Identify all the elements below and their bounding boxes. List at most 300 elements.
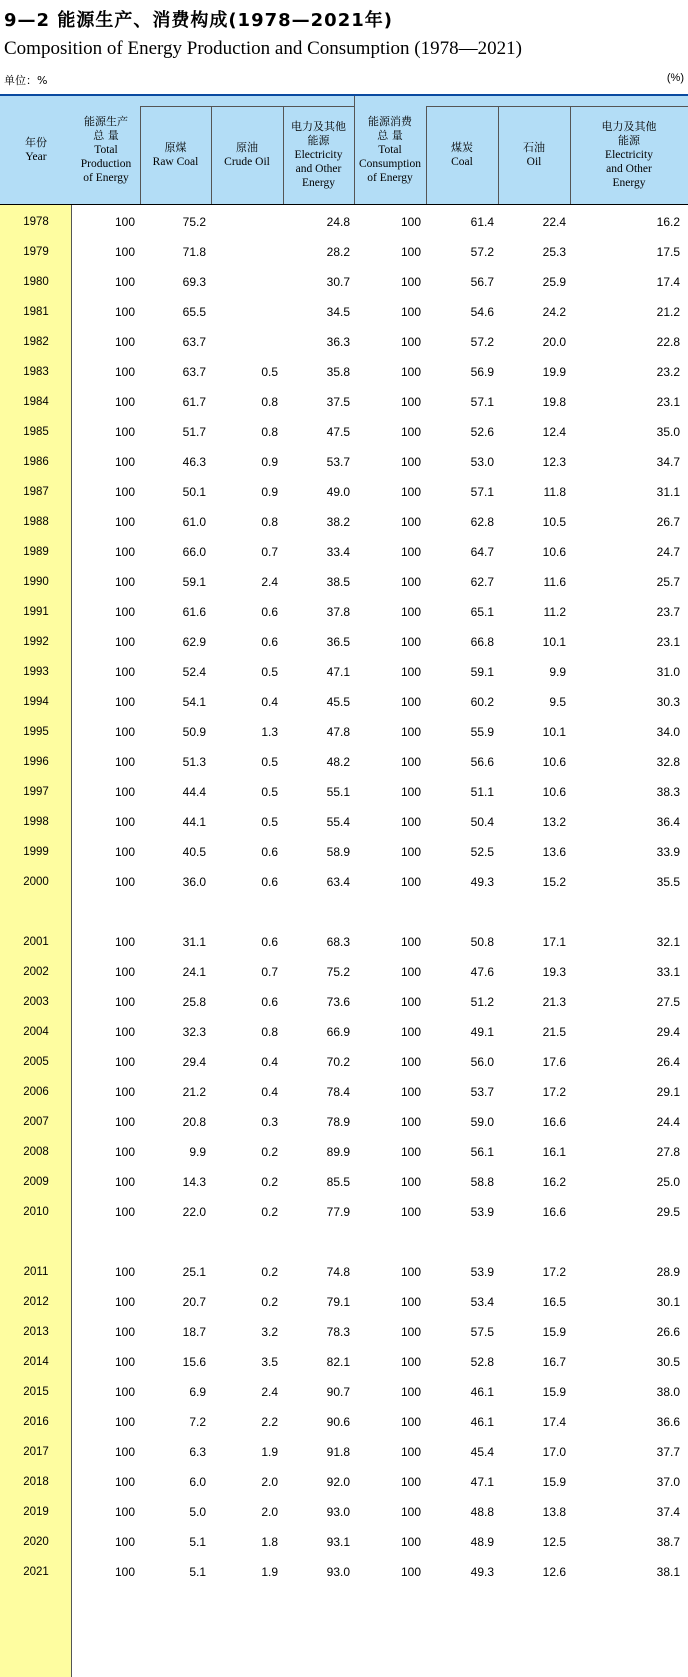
value-cell: 9.9 [189, 1145, 206, 1159]
value-cell: 35.8 [326, 365, 350, 379]
header-consumption-total [354, 96, 426, 204]
year-cell: 1988 [23, 516, 49, 528]
value-cell: 1.9 [261, 1445, 278, 1459]
value-cell: 100 [114, 1385, 135, 1399]
year-cell: 1979 [23, 246, 49, 258]
table-row [0, 1556, 688, 1588]
value-cell: 33.1 [656, 965, 680, 979]
value-cell: 28.9 [656, 1265, 680, 1279]
value-cell: 100 [400, 665, 421, 679]
year-cell: 1989 [23, 546, 49, 558]
value-cell: 52.6 [470, 425, 494, 439]
value-cell: 13.8 [542, 1505, 566, 1519]
value-cell: 13.6 [542, 845, 566, 859]
value-cell: 48.2 [326, 755, 350, 769]
table-row [0, 566, 688, 598]
year-cell: 1983 [23, 366, 49, 378]
value-cell: 0.5 [261, 785, 278, 799]
value-cell: 19.9 [542, 365, 566, 379]
value-cell: 100 [400, 545, 421, 559]
table-row [0, 686, 688, 718]
value-cell: 28.2 [326, 245, 350, 259]
value-cell: 46.3 [182, 455, 206, 469]
header-label: Total [378, 144, 402, 156]
value-cell: 85.5 [326, 1175, 350, 1189]
value-cell: 100 [114, 1175, 135, 1189]
value-cell: 36.6 [656, 1415, 680, 1429]
table-row [0, 296, 688, 328]
value-cell: 0.8 [261, 395, 278, 409]
value-cell: 56.6 [470, 755, 494, 769]
value-cell: 17.2 [542, 1265, 566, 1279]
table-row [0, 236, 688, 268]
value-cell: 6.3 [189, 1445, 206, 1459]
header-label: Electricity [294, 149, 343, 161]
value-cell: 100 [114, 695, 135, 709]
header-production-other [283, 106, 354, 204]
value-cell: 9.5 [549, 695, 566, 709]
value-cell: 20.8 [182, 1115, 206, 1129]
value-cell: 29.5 [656, 1205, 680, 1219]
table-row [0, 1016, 688, 1048]
table-row [0, 866, 688, 898]
value-cell: 47.5 [326, 425, 350, 439]
value-cell [218, 326, 278, 358]
value-cell: 58.8 [470, 1175, 494, 1189]
year-cell: 2011 [23, 1266, 49, 1278]
value-cell: 6.9 [189, 1385, 206, 1399]
value-cell: 100 [114, 1445, 135, 1459]
value-cell: 100 [114, 515, 135, 529]
value-cell: 100 [114, 1145, 135, 1159]
value-cell: 100 [114, 215, 135, 229]
value-cell: 24.4 [656, 1115, 680, 1129]
header-label: 原煤 [164, 141, 187, 154]
year-cell: 2001 [23, 936, 49, 948]
value-cell: 93.1 [326, 1535, 350, 1549]
table-row [0, 1196, 688, 1228]
value-cell: 17.5 [656, 245, 680, 259]
value-cell: 45.4 [470, 1445, 494, 1459]
value-cell: 22.0 [182, 1205, 206, 1219]
value-cell: 59.1 [182, 575, 206, 589]
value-cell: 77.9 [326, 1205, 350, 1219]
value-cell: 24.7 [656, 545, 680, 559]
value-cell: 0.5 [261, 665, 278, 679]
header-year-en: Year [25, 151, 47, 163]
value-cell: 57.1 [470, 395, 494, 409]
table-row [0, 596, 688, 628]
header-label: Coal [451, 156, 473, 168]
value-cell: 36.0 [182, 875, 206, 889]
header-label: 能源 [307, 134, 330, 147]
value-cell: 100 [114, 605, 135, 619]
value-cell: 100 [400, 725, 421, 739]
value-cell: 53.4 [470, 1295, 494, 1309]
value-cell: 31.1 [656, 485, 680, 499]
value-cell: 70.2 [326, 1055, 350, 1069]
header-label: and Other [606, 163, 652, 175]
value-cell: 0.6 [261, 935, 278, 949]
header-consumption-oil [498, 106, 570, 204]
header-label: Production [80, 158, 132, 170]
value-cell: 100 [400, 215, 421, 229]
value-cell: 75.2 [326, 965, 350, 979]
header-label: 能源消费 [368, 115, 412, 128]
value-cell: 17.6 [542, 1055, 566, 1069]
value-cell: 10.1 [542, 635, 566, 649]
value-cell: 82.1 [326, 1355, 350, 1369]
value-cell: 50.9 [182, 725, 206, 739]
value-cell: 2.2 [261, 1415, 278, 1429]
value-cell: 29.4 [656, 1025, 680, 1039]
value-cell: 5.1 [189, 1535, 206, 1549]
value-cell: 24.2 [542, 305, 566, 319]
value-cell: 2.4 [261, 1385, 278, 1399]
table-row [0, 536, 688, 568]
value-cell: 26.7 [656, 515, 680, 529]
value-cell: 19.8 [542, 395, 566, 409]
value-cell: 25.0 [656, 1175, 680, 1189]
year-cell: 1978 [23, 216, 49, 228]
value-cell: 37.5 [326, 395, 350, 409]
table-row [0, 716, 688, 748]
value-cell: 50.1 [182, 485, 206, 499]
value-cell: 0.6 [261, 995, 278, 1009]
value-cell: 49.0 [326, 485, 350, 499]
value-cell: 34.7 [656, 455, 680, 469]
value-cell: 16.5 [542, 1295, 566, 1309]
table-row [0, 1466, 688, 1498]
value-cell: 7.2 [189, 1415, 206, 1429]
value-cell: 23.1 [656, 395, 680, 409]
value-cell: 21.5 [542, 1025, 566, 1039]
value-cell: 17.2 [542, 1085, 566, 1099]
header-label: of Energy [83, 172, 129, 184]
value-cell: 100 [114, 755, 135, 769]
header-label: Energy [301, 177, 335, 189]
header-production-oil [211, 106, 283, 204]
table-row [0, 806, 688, 838]
value-cell: 78.3 [326, 1325, 350, 1339]
value-cell: 100 [400, 1385, 421, 1399]
value-cell: 100 [114, 425, 135, 439]
value-cell: 68.3 [326, 935, 350, 949]
value-cell: 63.7 [182, 365, 206, 379]
table-row [0, 1346, 688, 1378]
value-cell: 26.6 [656, 1325, 680, 1339]
year-cell: 1985 [23, 426, 49, 438]
value-cell: 25.7 [656, 575, 680, 589]
value-cell: 11.2 [543, 605, 566, 619]
value-cell: 38.1 [656, 1565, 680, 1579]
value-cell: 2.0 [261, 1475, 278, 1489]
value-cell: 100 [400, 845, 421, 859]
value-cell: 100 [400, 1085, 421, 1099]
value-cell: 100 [400, 965, 421, 979]
value-cell: 38.7 [656, 1535, 680, 1549]
value-cell: 46.1 [470, 1385, 494, 1399]
value-cell: 100 [400, 755, 421, 769]
value-cell: 55.9 [470, 725, 494, 739]
value-cell: 100 [114, 665, 135, 679]
value-cell: 53.7 [470, 1085, 494, 1099]
value-cell: 100 [114, 365, 135, 379]
header-production-coal [140, 106, 211, 204]
header-label: 总 量 [93, 129, 119, 142]
value-cell: 51.2 [470, 995, 494, 1009]
value-cell [218, 236, 278, 268]
value-cell: 0.8 [261, 1025, 278, 1039]
value-cell: 100 [114, 1055, 135, 1069]
value-cell: 0.6 [261, 635, 278, 649]
year-cell: 2016 [23, 1416, 49, 1428]
value-cell: 49.1 [470, 1025, 494, 1039]
value-cell: 100 [114, 785, 135, 799]
value-cell: 0.8 [261, 425, 278, 439]
value-cell: 61.7 [182, 395, 206, 409]
value-cell: 53.0 [470, 455, 494, 469]
value-cell: 25.1 [182, 1265, 206, 1279]
year-cell: 2005 [23, 1056, 49, 1068]
value-cell: 47.1 [470, 1475, 494, 1489]
year-cell: 1984 [23, 396, 49, 408]
value-cell: 22.8 [656, 335, 680, 349]
table-row [0, 1316, 688, 1348]
value-cell: 3.5 [261, 1355, 278, 1369]
table-row [0, 956, 688, 988]
value-cell: 17.1 [542, 935, 566, 949]
value-cell: 48.9 [470, 1535, 494, 1549]
value-cell: 64.7 [470, 545, 494, 559]
year-cell: 2015 [23, 1386, 49, 1398]
header-label: 总 量 [377, 129, 403, 142]
value-cell: 100 [400, 1325, 421, 1339]
value-cell: 100 [114, 395, 135, 409]
value-cell: 30.3 [656, 695, 680, 709]
value-cell: 100 [400, 1055, 421, 1069]
value-cell: 53.7 [326, 455, 350, 469]
year-cell: 2014 [23, 1356, 49, 1368]
value-cell: 66.8 [470, 635, 494, 649]
value-cell: 62.7 [470, 575, 494, 589]
value-cell: 11.6 [543, 575, 566, 589]
value-cell: 100 [400, 785, 421, 799]
value-cell: 55.4 [326, 815, 350, 829]
value-cell: 0.5 [261, 755, 278, 769]
value-cell: 58.9 [326, 845, 350, 859]
value-cell: 35.5 [656, 875, 680, 889]
table-row [0, 626, 688, 658]
value-cell: 0.4 [261, 1055, 278, 1069]
value-cell: 19.3 [542, 965, 566, 979]
year-cell: 1987 [23, 486, 49, 498]
value-cell: 56.7 [470, 275, 494, 289]
value-cell: 100 [114, 1505, 135, 1519]
value-cell: 20.0 [542, 335, 566, 349]
value-cell: 34.5 [326, 305, 350, 319]
value-cell: 51.3 [182, 755, 206, 769]
value-cell: 100 [400, 1535, 421, 1549]
header-label: 能源生产 [84, 115, 128, 128]
table-row [0, 356, 688, 388]
value-cell: 5.0 [189, 1505, 206, 1519]
value-cell: 30.1 [656, 1295, 680, 1309]
header-consumption-coal [426, 106, 498, 204]
value-cell: 16.6 [542, 1205, 566, 1219]
value-cell: 100 [114, 1475, 135, 1489]
value-cell: 30.5 [656, 1355, 680, 1369]
value-cell: 54.6 [470, 305, 494, 319]
value-cell: 100 [400, 1505, 421, 1519]
header-label: 电力及其他 [601, 120, 657, 133]
value-cell: 12.6 [542, 1565, 566, 1579]
value-cell: 21.2 [656, 305, 680, 319]
value-cell: 100 [400, 1115, 421, 1129]
value-cell: 0.7 [261, 965, 278, 979]
value-cell: 0.9 [261, 485, 278, 499]
value-cell: 100 [114, 1415, 135, 1429]
value-cell: 29.1 [656, 1085, 680, 1099]
value-cell: 100 [400, 935, 421, 949]
table-row [0, 476, 688, 508]
value-cell: 62.8 [470, 515, 494, 529]
value-cell: 100 [114, 965, 135, 979]
value-cell: 10.5 [542, 515, 566, 529]
value-cell: 17.0 [542, 1445, 566, 1459]
value-cell: 100 [400, 575, 421, 589]
value-cell: 79.1 [326, 1295, 350, 1309]
table-row [0, 776, 688, 808]
header-label: Total [94, 144, 118, 156]
value-cell: 27.5 [656, 995, 680, 1009]
value-cell: 100 [400, 1565, 421, 1579]
value-cell: 0.5 [261, 365, 278, 379]
value-cell: 32.3 [182, 1025, 206, 1039]
value-cell: 59.1 [470, 665, 494, 679]
value-cell: 0.2 [261, 1145, 278, 1159]
value-cell: 1.9 [261, 1565, 278, 1579]
value-cell: 89.9 [326, 1145, 350, 1159]
value-cell: 55.1 [326, 785, 350, 799]
value-cell: 32.8 [656, 755, 680, 769]
value-cell: 12.5 [542, 1535, 566, 1549]
value-cell: 1.3 [261, 725, 278, 739]
value-cell: 5.1 [189, 1565, 206, 1579]
year-cell: 2020 [23, 1536, 49, 1548]
table-row [0, 506, 688, 538]
year-cell: 2003 [23, 996, 49, 1008]
value-cell: 66.9 [326, 1025, 350, 1039]
value-cell: 100 [400, 305, 421, 319]
value-cell: 0.6 [261, 875, 278, 889]
value-cell: 63.7 [182, 335, 206, 349]
year-cell: 2018 [23, 1476, 49, 1488]
value-cell: 10.6 [542, 755, 566, 769]
value-cell: 52.8 [470, 1355, 494, 1369]
year-cell: 1994 [23, 696, 49, 708]
value-cell: 10.1 [542, 725, 566, 739]
value-cell: 100 [400, 335, 421, 349]
value-cell: 100 [400, 1355, 421, 1369]
value-cell: 24.8 [326, 215, 350, 229]
value-cell: 75.2 [182, 215, 206, 229]
value-cell: 49.3 [470, 875, 494, 889]
table-row [0, 1076, 688, 1108]
value-cell: 100 [400, 455, 421, 469]
year-cell: 2021 [23, 1566, 49, 1578]
value-cell: 38.0 [656, 1385, 680, 1399]
year-cell: 2009 [23, 1176, 49, 1188]
value-cell: 56.1 [470, 1145, 494, 1159]
value-cell: 60.2 [470, 695, 494, 709]
value-cell: 0.2 [261, 1175, 278, 1189]
year-cell: 1992 [23, 636, 49, 648]
value-cell: 100 [114, 635, 135, 649]
value-cell: 50.4 [470, 815, 494, 829]
value-cell: 22.4 [542, 215, 566, 229]
value-cell: 23.1 [656, 635, 680, 649]
value-cell: 49.3 [470, 1565, 494, 1579]
value-cell: 29.4 [182, 1055, 206, 1069]
value-cell: 53.9 [470, 1205, 494, 1219]
value-cell: 100 [400, 875, 421, 889]
value-cell: 6.0 [189, 1475, 206, 1489]
value-cell: 50.8 [470, 935, 494, 949]
header-label: Electricity [605, 149, 653, 161]
value-cell: 37.4 [656, 1505, 680, 1519]
value-cell: 21.2 [182, 1085, 206, 1099]
value-cell: 100 [400, 1265, 421, 1279]
value-cell: 100 [400, 515, 421, 529]
year-cell: 1996 [23, 756, 49, 768]
value-cell: 17.4 [656, 275, 680, 289]
value-cell: 100 [400, 995, 421, 1009]
value-cell: 16.6 [542, 1115, 566, 1129]
value-cell: 20.7 [182, 1295, 206, 1309]
value-cell: 100 [114, 815, 135, 829]
table-row [0, 746, 688, 778]
value-cell: 23.7 [656, 605, 680, 619]
value-cell: 100 [400, 395, 421, 409]
year-cell: 1991 [23, 606, 49, 618]
title-en: Composition of Energy Production and Consumption (1978—2021) [4, 38, 522, 59]
value-cell: 100 [400, 1445, 421, 1459]
table-row [0, 1046, 688, 1078]
table-row [0, 386, 688, 418]
value-cell: 15.9 [542, 1475, 566, 1489]
value-cell: 53.9 [470, 1265, 494, 1279]
table-row [0, 836, 688, 868]
value-cell: 100 [114, 545, 135, 559]
year-cell: 1990 [23, 576, 49, 588]
value-cell: 21.3 [542, 995, 566, 1009]
value-cell: 61.4 [470, 215, 494, 229]
value-cell: 2.4 [261, 575, 278, 589]
value-cell: 100 [400, 1205, 421, 1219]
value-cell: 78.4 [326, 1085, 350, 1099]
value-cell: 51.1 [470, 785, 494, 799]
value-cell: 3.2 [261, 1325, 278, 1339]
value-cell: 100 [114, 725, 135, 739]
value-cell: 100 [400, 635, 421, 649]
header-label: Raw Coal [152, 156, 199, 168]
value-cell: 0.9 [261, 455, 278, 469]
value-cell: 11.8 [543, 485, 566, 499]
header-year [0, 96, 72, 204]
year-cell: 2007 [23, 1116, 49, 1128]
value-cell: 46.1 [470, 1415, 494, 1429]
